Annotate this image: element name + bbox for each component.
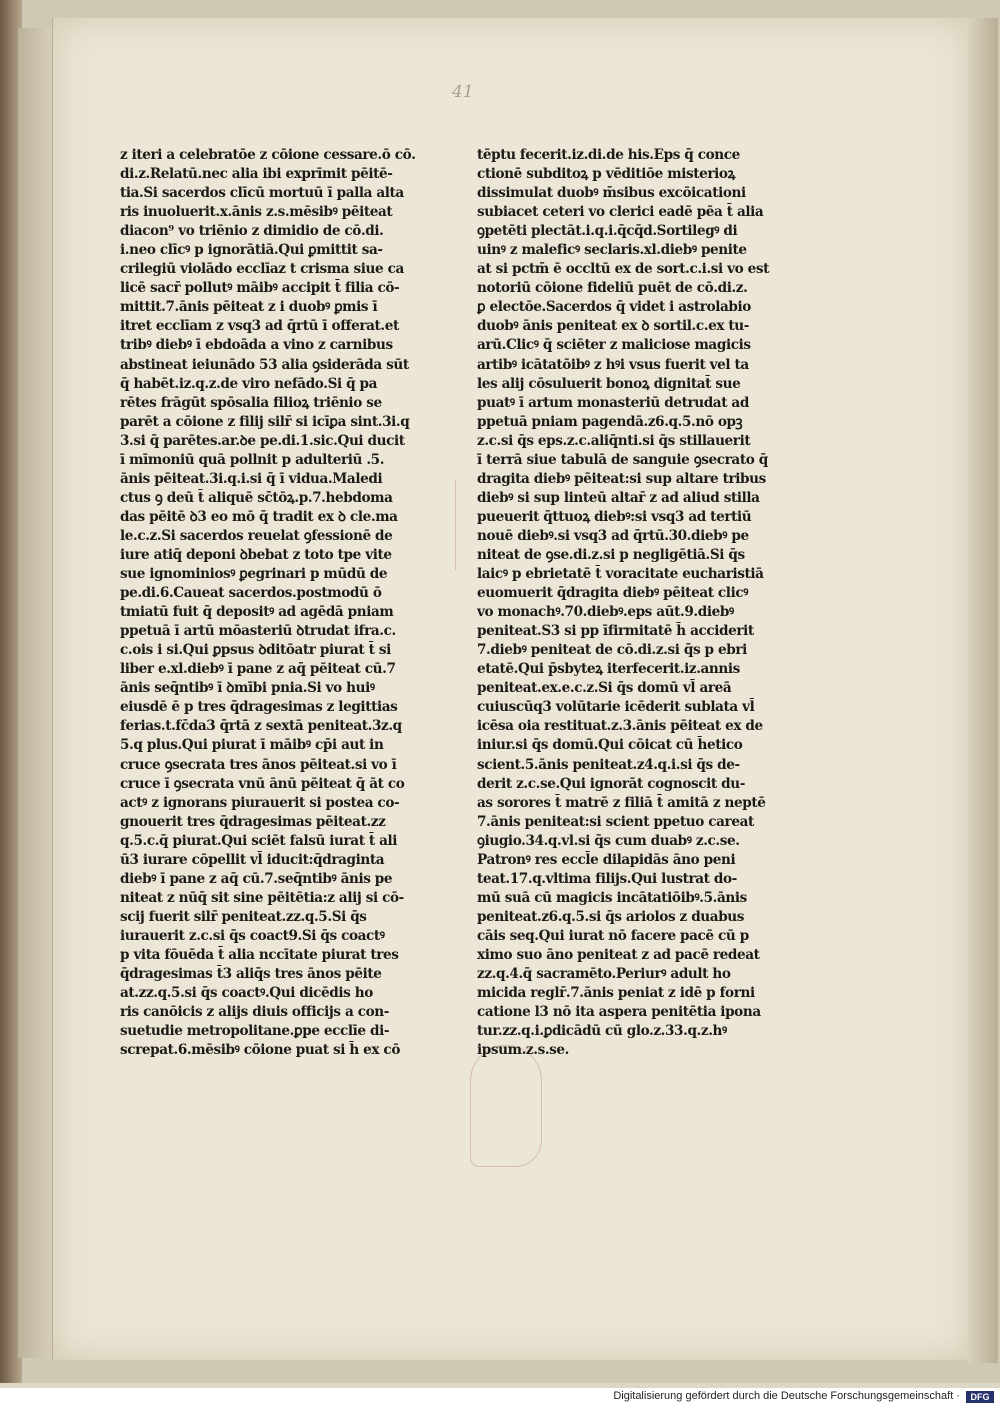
text-line-right: vo monachꝰ.70.diebꝰ.eps aūt.9.diebꝰ [477, 604, 734, 621]
text-line-right: at si pctm̄ ē occltū ex de sort.c.i.si vo est [477, 261, 770, 278]
text-line-left: ctus ꝯ deū t̄ aliquē sc̄tōꝝ.p.7.hebdoma [120, 489, 393, 506]
text-line-left: ppetuā ī artū mōasteriū ꝺtrudat ifra.c. [120, 623, 396, 640]
text-line-left: le.c.z.Si sacerdos reuelat ꝯfessionē de [120, 527, 393, 544]
text-line-left: 3.si q̄ parētes.ar.ꝺe pe.di.1.sic.Qui ducit [120, 432, 405, 449]
text-line-right: catione l3 nō ita aspera penitētia ipona [477, 1004, 761, 1021]
text-line-left: ānis pēiteat.3i.q.i.si q̄ ī vidua.Maledi [120, 470, 383, 487]
text-line-left: q.5.c.q̄ piurat.Qui sciēt falsū iurat t̄ ali [120, 832, 398, 849]
text-line-left: ferias.t.fc̄da3 q̄rtā z sextā peniteat.3z.q [120, 718, 402, 735]
text-line-left: tribꝰ diebꝰ ī ebdoāda a vino z carnibus [120, 337, 393, 354]
text-line-right: peniteat.S3 si pp īfirmitatē h̄ acciderit [477, 623, 754, 640]
dfg-logo: DFG [966, 1391, 994, 1403]
text-line-right: 7.ānis peniteat:si scient ppetuo careat [477, 813, 754, 830]
text-line-right: as sorores t̄ matrē z filiā t̄ amitā z neptē [477, 794, 766, 811]
text-line-right: nouē diebꝰ.si vsq3 ad q̄rtū.30.diebꝰ pe [477, 527, 749, 544]
text-line-right: ꝯiugio.34.q.vl.si q̄s cum duabꝰ z.c.se. [477, 832, 740, 849]
text-line-right: scient.5.ānis peniteat.z4.q.i.si q̄s de- [477, 756, 740, 773]
text-line-left: abstineat ieiunādo 53 alia ꝯsiderāda sūt [120, 356, 409, 373]
page-edge-right [968, 18, 998, 1363]
text-line-left: actꝰ z ignorans piurauerit si postea co- [120, 794, 400, 811]
text-line-left: q̄ habēt.iz.q.z.de viro nefādo.Si q̄ pa [120, 375, 378, 392]
text-line-right: 7.diebꝰ peniteat de cō.di.z.si q̄s p ebri [477, 642, 747, 659]
red-ink-stroke [470, 1045, 542, 1167]
text-column-right [477, 146, 811, 1060]
folio-number: 41 [452, 82, 474, 102]
text-line-left: 5.q plus.Qui piurat ī māibꝰ cp̄i aut in [120, 737, 384, 754]
text-line-left: sue ignominiosꝰ ꝑegrinari p mūdū de [120, 566, 388, 583]
text-line-left: ānis seq̄ntibꝰ ī ꝺmībi pnia.Si vo huiꝰ [120, 680, 375, 697]
text-line-right: etatē.Qui p̄sbyteꝝ iterfecerit.iz.annis [477, 661, 740, 678]
text-line-right: ppetuā pniam pagendā.z6.q.5.nō opꝫ [477, 413, 743, 430]
text-line-left: eiusdē ē p tres q̄dragesimas z legittias [120, 699, 398, 716]
text-line-left: cruce ī ꝯsecrata vnū ānū pēiteat q̄ āt co [120, 775, 405, 792]
text-line-right: teat.17.q.vltima filijs.Qui lustrat do- [477, 870, 737, 887]
text-line-right: subiacet ceteri vo clerici eadē pēa t̄ alia [477, 204, 764, 221]
text-line-right: mū suā cū magicis incātatiōibꝰ.5.ānis [477, 889, 747, 906]
text-line-right: uinꝰ z maleficꝰ seclaris.xl.diebꝰ penite [477, 242, 747, 259]
text-line-left: suetudie metropolitane.ꝑpe ecclīe di- [120, 1023, 390, 1040]
text-line-left: rētes frāgūt spōsalia filioꝝ triēnio se [120, 394, 382, 411]
text-line-left: at.zz.q.5.si q̄s coactꝰ.Qui dicēdis ho [120, 985, 373, 1002]
text-line-left: mittit.7.ānis pēiteat z i duobꝰ ꝑmis ī [120, 299, 378, 316]
text-line-left: diebꝰ ī pane z aq̄ cū.7.seq̄ntibꝰ ānis pe [120, 870, 393, 887]
text-line-right: niteat de ꝯse.di.z.si p negligētiā.Si q̄s [477, 546, 745, 563]
text-line-right: diebꝰ si sup linteū altar̄ z ad aliud stilla [477, 489, 760, 506]
funding-credit: Digitalisierung gefördert durch die Deutsche Forschungsgemeinschaft · [613, 1390, 960, 1402]
text-line-right: ꝯpetēti plectāt.i.q.i.q̄cq̄d.Sortilegꝰ di [477, 223, 738, 240]
text-line-right: ipsum.z.s.se. [477, 1042, 569, 1059]
text-line-left: cruce ꝯsecrata tres ānos pēiteat.si vo ī [120, 756, 397, 773]
text-line-right: duobꝰ ānis peniteat ex ꝺ sortil.c.ex tu- [477, 318, 749, 335]
text-line-right: notoriū cōione fideliū puēt de cō.di.z. [477, 280, 748, 297]
text-line-right: euomuerit q̄dragita diebꝰ pēiteat clicꝰ [477, 585, 749, 602]
text-line-left: ris inuoluerit.x.ānis z.s.mēsibꝰ pēiteat [120, 204, 393, 221]
text-line-right: derit z.c.se.Qui ignorāt cognoscit du- [477, 775, 745, 792]
text-line-right: les alij cōsuluerit bonoꝝ dignitat̄ sue [477, 375, 741, 392]
text-line-left: parēt a cōione z filij silr̄ si icīꝑa sint.3i.q [120, 413, 410, 430]
text-line-left: pe.di.6.Caueat sacerdos.postmodū ō [120, 585, 382, 602]
text-line-right: ī terrā siue tabulā de sanguie ꝯsecrato q̄ [477, 451, 768, 468]
text-line-right: puatꝰ ī artum monasteriū detrudat ad [477, 394, 749, 411]
text-column-left [120, 146, 454, 1060]
text-line-right: tēptu fecerit.iz.di.de his.Eps q̄ conce [477, 147, 740, 163]
text-line-right: ximo suo āno peniteat z ad pacē redeat [477, 946, 760, 963]
text-line-left: das pēitē ꝺ3 eo mō q̄ tradit ex ꝺ cle.ma [120, 508, 398, 525]
text-line-left: iure atiq̄ deponi ꝺbebat z toto tpe vite [120, 546, 392, 563]
text-line-right: micida reglr̄.7.ānis peniat z idē p forni [477, 985, 755, 1002]
text-line-right: artibꝰ icātatōibꝰ z hꝰi vsus fuerit vel ta [477, 356, 749, 373]
text-line-right: z.c.si q̄s eps.z.c.aliq̄nti.si q̄s stillauerit [477, 432, 751, 449]
text-line-left: iurauerit z.c.si q̄s coact9.Si q̄s coactꝰ [120, 927, 385, 944]
text-line-left: p vita fōuēda t̄ alia nccītate piurat tres [120, 946, 399, 963]
footer-bar [0, 1388, 1000, 1407]
text-line-left: c.ois i si.Qui ꝑpsus ꝺditōatr piurat t̄ si [120, 642, 391, 659]
text-line-right: dragita diebꝰ pēiteat:si sup altare tribus [477, 470, 766, 487]
text-line-left: tmiatū fuit q̄ depositꝰ ad agēdā pniam [120, 604, 394, 621]
text-line-left: niteat z nūq̄ sit sine pēitētia:z alij si cō- [120, 889, 404, 906]
text-line-left: licē sacr̄ pollutꝰ māibꝰ accipit t̄ filia cō- [120, 280, 400, 297]
text-line-left: screpat.6.mēsibꝰ cōione puat si h̄ ex cō [120, 1042, 400, 1059]
text-line-right: Patronꝰ res eccl̄e dilapidās āno peni [477, 851, 736, 868]
text-line-left: ris canōicis z alijs diuis officijs a con- [120, 1004, 390, 1021]
text-line-right: laicꝰ p ebrietatē t̄ voracitate eucharistiā [477, 566, 764, 583]
text-line-left: crilegiū violādo ecclīaz t crisma siue ca [120, 261, 404, 278]
text-line-left: z iteri a celebratōe z cōione cessare.ō cō. [120, 147, 416, 163]
text-line-right: tur.zz.q.i.ꝑdicādū cū glo.z.33.q.z.hꝰ [477, 1023, 727, 1040]
text-line-left: itret ecclīam z vsq3 ad q̄rtū ī offerat.et [120, 318, 399, 335]
text-line-right: dissimulat duobꝰ m̄sibus excōicationi [477, 185, 746, 202]
text-line-right: arū.Clicꝰ q̄ sciēter z maliciose magicis [477, 337, 751, 354]
text-line-left: gnouerit tres q̄dragesimas pēiteat.zz [120, 813, 386, 830]
pencil-mark [455, 480, 468, 570]
text-line-right: ꝑ electōe.Sacerdos q̄ videt i astrolabio [477, 299, 751, 316]
text-line-right: ctionē subditoꝝ p vēditiōe misterioꝝ [477, 166, 736, 183]
text-line-left: liber e.xl.diebꝰ ī pane z aq̄ pēiteat cū.7 [120, 661, 396, 678]
text-line-left: i.neo clīcꝰ p ignorātiā.Qui ꝑmittit sa- [120, 242, 383, 259]
text-line-right: iniur.si q̄s domū.Qui cōicat cū h̄etico [477, 737, 743, 754]
text-line-left: di.z.Relatū.nec alia ibi exprīmit pēitē- [120, 166, 393, 183]
text-line-right: peniteat.z6.q.5.si q̄s ariolos z duabus [477, 908, 745, 925]
text-line-left: diacon⁹ vo triēnio z dimidio de cō.di. [120, 223, 384, 240]
text-line-left: ī mīmoniū quā pollnit p adulteriū .5. [120, 451, 385, 468]
text-line-left: scij fuerit silr̄ peniteat.zz.q.5.Si q̄s [120, 908, 367, 925]
text-line-left: tia.Si sacerdos clīcū mortuū ī palla alta [120, 185, 404, 202]
text-line-right: peniteat.ex.e.c.z.Si q̄s domū vl̄ areā [477, 680, 732, 697]
text-line-left: ū3 iurare cōpellit vl̄ iducit:q̄draginta [120, 851, 385, 868]
text-line-left: q̄dragesimas t̄3 aliq̄s tres ānos pēite [120, 966, 382, 983]
text-line-right: cāis seq.Qui iurat nō facere pacē cū p [477, 927, 749, 944]
text-line-right: zz.q.4.q̄ sacramēto.Periurꝰ adult ho [477, 966, 731, 983]
text-line-right: pueuerit q̄ttuoꝝ diebꝰ:si vsq3 ad tertiū [477, 508, 752, 525]
text-line-right: cuiuscūq3 volūtarie icēderit sublata vl̄ [477, 699, 755, 716]
text-line-right: icēsa oia restituat.z.3.ānis pēiteat ex de [477, 718, 763, 735]
